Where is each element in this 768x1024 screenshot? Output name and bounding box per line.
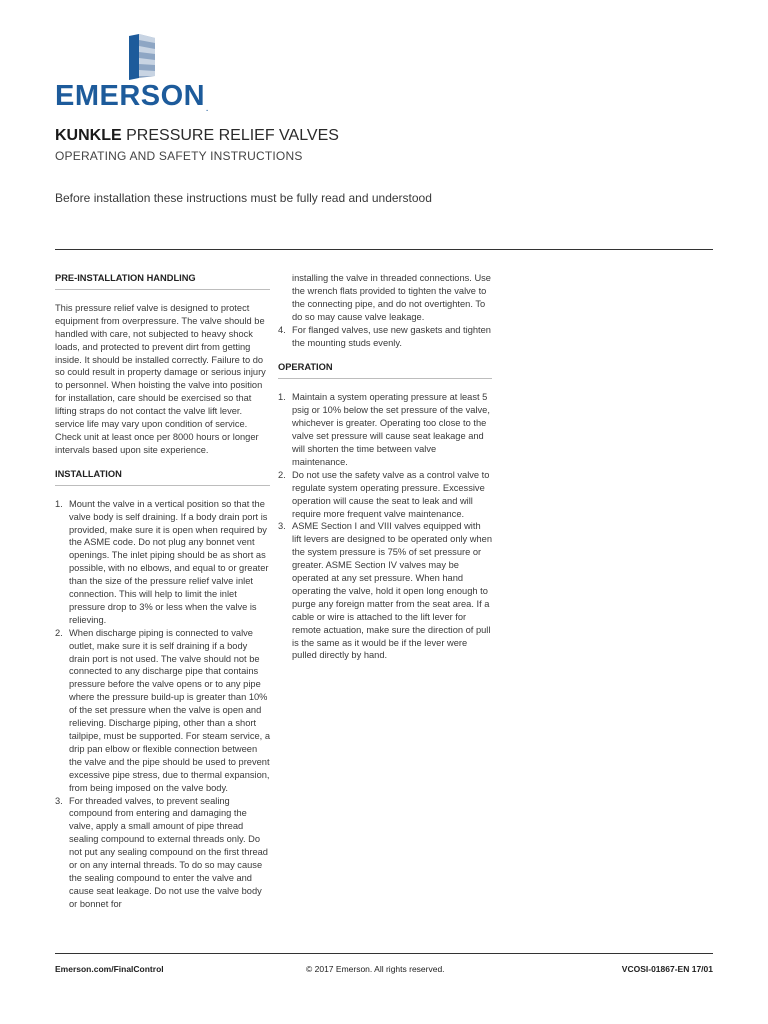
column-left	[55, 272, 270, 922]
logo-wordmark: EMERSON.	[55, 80, 209, 113]
footer-website-link[interactable]: Emerson.com/FinalControl	[55, 964, 164, 974]
heading-installation: INSTALLATION	[55, 468, 270, 486]
list-item: 1. Maintain a system operating pressure at least 5 psig or 10% below the set pressure of the valve, whichever is greater. Operating too close to the valve set pressure will cause seat leakage and will shorten the time between valve maintenance.	[278, 392, 490, 467]
emerson-logo-mark-icon	[125, 34, 159, 80]
installation-continuation: installing the valve in threaded connections. Use the wrench flats provided to tighten the valve to the connecting pipe, and do not overtighten. To do so may cause valve leakage.	[292, 273, 491, 322]
list-item: 2. Do not use the safety valve as a control valve to regulate system operating pressure. Excessive operation will cause the seat to leak and will require more frequent valve maintenance.	[278, 469, 490, 519]
heading-operation: OPERATION	[278, 361, 492, 379]
operation-list	[278, 391, 492, 662]
list-item: 3. ASME Section I and VIII valves equipped with lift levers are designed to be operated only when the system pressure is 75% of set pressure or greater. ASME Section IV valves may be operated at any set pressure. When hand operating the valve, hold it open long enough to purge any foreign matter from the seat area. If a cable or wire is attached to the lift lever for remote actuation, make sure the direction of pull is the same as it would be if the lever were pulled directly by hand.	[278, 521, 493, 661]
list-item: 1. Mount the valve in a vertical position so that the valve body is self draining. If a body drain port is provided, make sure it is open when required by the ASME code. Do not plug any bonnet vent openings. The inlet piping should be as short as possible, with no elbows, and equal to or greater than the size of the pressure relief valve inlet connection. This will help to limit the inlet pressure drop to 3% or less when the valve is relieving.	[55, 498, 269, 625]
installation-list-continued	[278, 324, 492, 350]
footer-doc-code: VCOSI-01867-EN 17/01	[621, 964, 713, 974]
header-divider	[55, 249, 713, 250]
document-title	[55, 127, 339, 145]
heading-pre-installation: PRE-INSTALLATION HANDLING	[55, 272, 270, 290]
column-right	[278, 272, 492, 673]
list-item: 2. When discharge piping is connected to valve outlet, make sure it is self draining if a body drain port is not used. The valve should not be connected to any discharge pipe that contains pressure before the valve opens or to any pipe where the pressure build-up is greater than 10% of the set pressure when the valve is open and relieving. Discharge piping, other than a short tailpipe, must be supported. For steam service, a drip pan elbow or flexible connection between the valve and the pipe should be used to prevent excessive pipe stress, due to thermal expansion, from being imposed on the valve body.	[55, 627, 271, 793]
footer-copyright: © 2017 Emerson. All rights reserved.	[306, 964, 445, 974]
installation-list	[55, 498, 270, 911]
footer-divider	[55, 953, 713, 954]
intro-text: Before installation these instructions must be fully read and understood	[55, 191, 432, 205]
document-subtitle: OPERATING AND SAFETY INSTRUCTIONS	[55, 149, 303, 163]
title-brand: KUNKLE	[55, 127, 122, 144]
emerson-logo	[55, 34, 235, 113]
pre-installation-body: This pressure relief valve is designed to protect equipment from overpressure. The valve should be handled with care, not subjected to heavy shock loads, and protected to prevent dirt from getting inside. It should be installed correctly. Failure to do so could result in property damage or serious injury to personnel. When hoisting the valve into position for installation, care should be exercised so that lifting straps do not contact the valve lift lever. service life may vary upon condition of service. Check unit at least once per 8000 hours or longer intervals based upon site experience.	[55, 302, 266, 455]
list-item: 3. For threaded valves, to prevent sealing compound from entering and damaging the valve, apply a small amount of pipe thread sealing compound to external threads only. Do not put any sealing compound on the first thread or on any internal threads. To do so may cause the sealing compound to enter the valve and cause seat leakage. Do not use the valve body or bonnet for	[55, 795, 268, 909]
list-item: 4. For flanged valves, use new gaskets and tighten the mounting studs evenly.	[278, 324, 491, 348]
title-text: PRESSURE RELIEF VALVES	[126, 127, 339, 144]
